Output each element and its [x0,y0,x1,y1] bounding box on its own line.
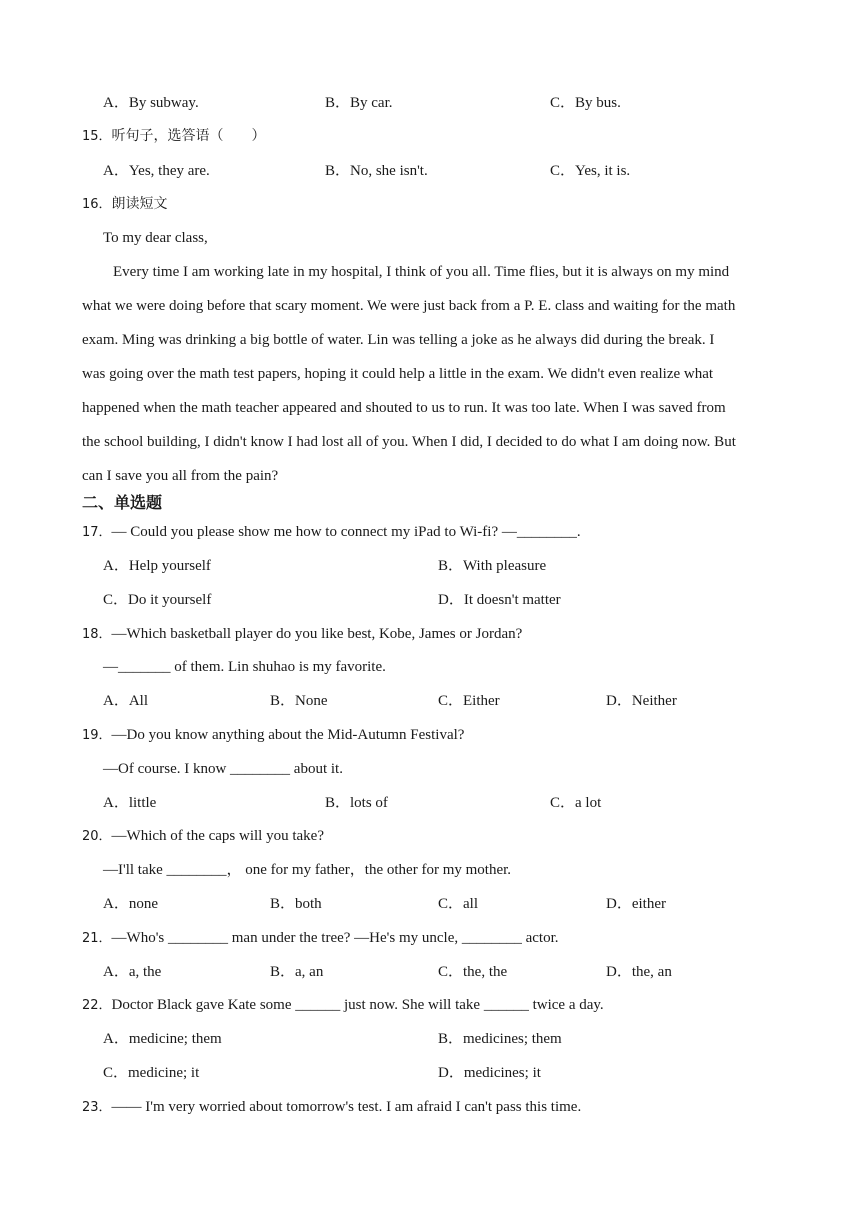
option-a: A．a, the [103,964,162,980]
option-a: A．medicine; them [103,1031,222,1047]
option-c: C．all [438,896,478,912]
passage-line: Every time I am working late in my hospital, I think of you all. Time flies, but it is always on my mind [113,264,730,280]
option-b: B．medicines; them [438,1031,562,1047]
question-number: 23． [82,1100,112,1115]
question-text: —Which basketball player do you like best, Kobe, James or Jordan? [111,626,523,642]
question-line: —I'll take ________， one for my father，the other for my mother. [103,862,512,878]
option-a: A．By subway. [103,95,199,111]
option-c: C．Either [438,693,500,709]
passage-line: what we were doing before that scary moment. We were just back from a P. E. class and waiting for the math [82,298,736,314]
question-17 [82,522,581,543]
question-text: —Do you know anything about the Mid-Autumn Festival? [111,727,465,743]
option-a: A．Yes, they are. [103,163,210,179]
question-text: Doctor Black gave Kate some ______ just now. She will take ______ twice a day. [111,997,604,1013]
question-19 [82,725,464,746]
question-20 [82,826,324,847]
question-number: 20． [82,829,112,844]
question-18 [82,624,522,645]
question-number: 18． [82,627,112,642]
option-b: B．No, she isn't. [325,163,428,179]
passage-line: exam. Ming was drinking a big bottle of water. Lin was telling a joke as he always did during the break. I [82,332,715,348]
question-text: — Could you please show me how to connect my iPad to Wi-fi? —________. [111,524,581,540]
question-number: 22． [82,998,112,1013]
question-text: 听句子，选答语（ ） [111,128,266,144]
option-a: A．little [103,795,157,811]
question-line: —_______ of them. Lin shuhao is my favorite. [103,659,386,675]
question-number: 16． [82,197,112,212]
question-text: —— I'm very worried about tomorrow's test. I am afraid I can't pass this time. [111,1099,582,1115]
option-c: C．a lot [550,795,602,811]
option-c: C．By bus. [550,95,621,111]
question-text: —Who's ________ man under the tree? —He's my uncle, ________ actor. [111,930,559,946]
option-c: C．medicine; it [103,1065,200,1081]
passage-line: the school building, I didn't know I had lost all of you. When I did, I decided to do what I am doing now. But [82,434,736,450]
question-number: 19． [82,728,112,743]
option-c: C．Do it yourself [103,592,212,608]
question-22 [82,995,604,1016]
passage-line: happened when the math teacher appeared and shouted to us to run. It was too late. When I was saved from [82,400,726,416]
option-d: D．It doesn't matter [438,592,561,608]
question-23 [82,1097,581,1118]
option-b: B．both [270,896,322,912]
question-text: 朗读短文 [111,196,168,212]
option-b: B．a, an [270,964,324,980]
passage-line: was going over the math test papers, hoping it could help a little in the exam. We didn't even realize what [82,366,714,382]
section-heading: 二、单选题 [82,493,163,512]
question-21 [82,928,559,949]
option-c: C．the, the [438,964,508,980]
option-d: D．the, an [606,964,672,980]
question-number: 21． [82,931,112,946]
question-text: —Which of the caps will you take? [111,828,324,844]
option-d: D．Neither [606,693,677,709]
question-number: 17． [82,525,112,540]
option-a: A．All [103,693,149,709]
option-b: B．None [270,693,328,709]
option-b: B．lots of [325,795,388,811]
question-number: 15． [82,129,112,144]
option-b: B．By car. [325,95,393,111]
option-a: A．none [103,896,158,912]
option-a: A．Help yourself [103,558,211,574]
option-b: B．With pleasure [438,558,547,574]
option-d: D．either [606,896,666,912]
option-d: D．medicines; it [438,1065,541,1081]
question-16 [82,194,168,215]
letter-greeting: To my dear class, [103,230,208,246]
option-c: C．Yes, it is. [550,163,631,179]
passage-line: can I save you all from the pain? [82,468,279,484]
question-line: —Of course. I know ________ about it. [103,761,343,777]
question-15 [82,126,266,147]
